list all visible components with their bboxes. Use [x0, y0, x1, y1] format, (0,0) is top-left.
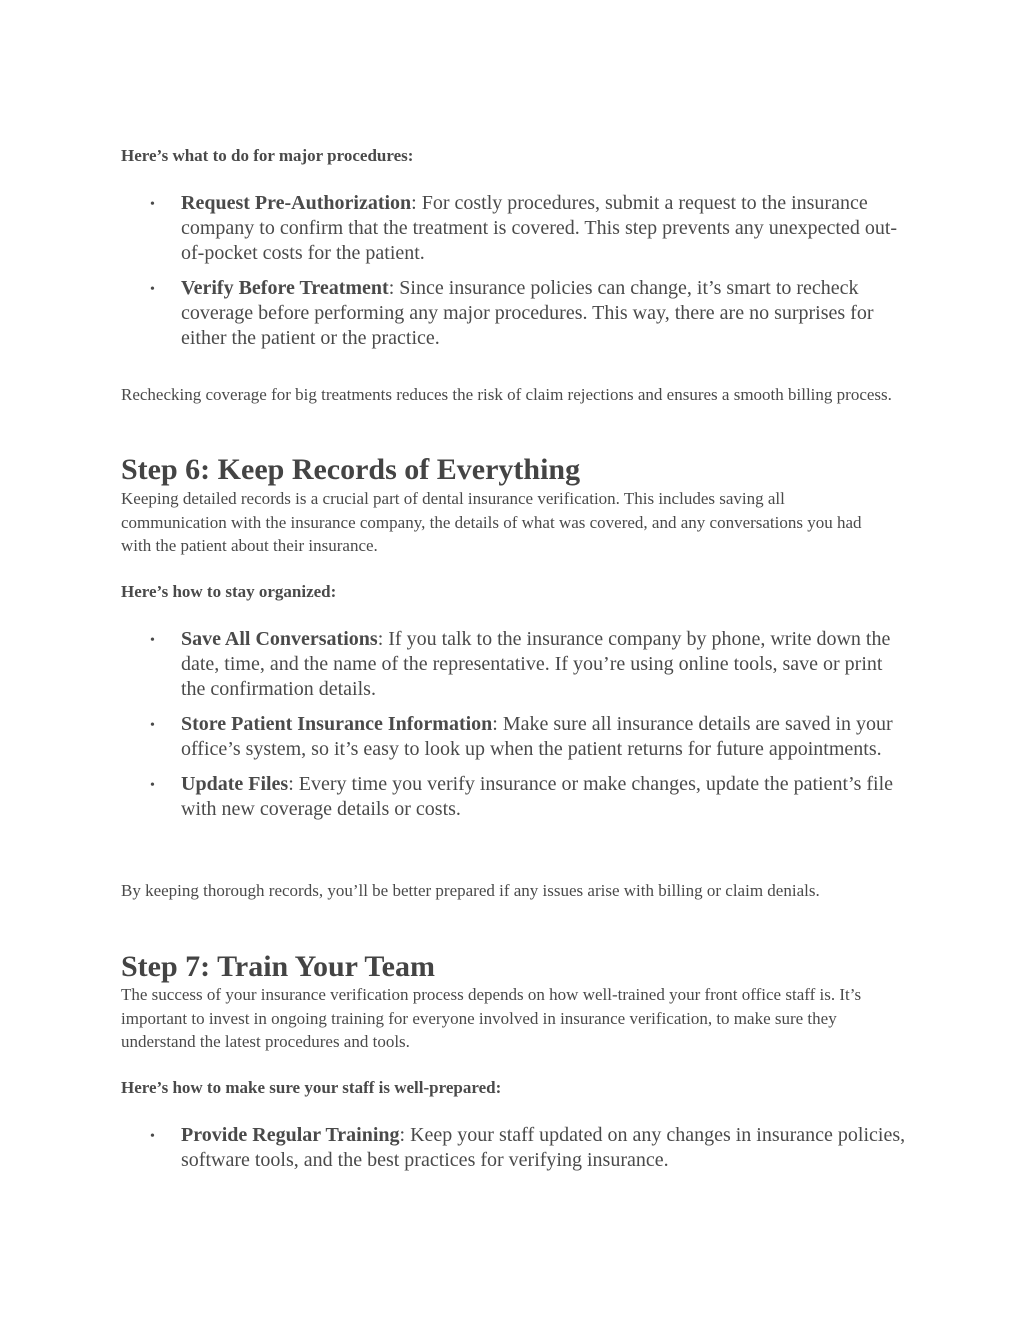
step7-heading: Step 7: Train Your Team	[121, 950, 435, 983]
bullet-icon: •	[150, 718, 155, 733]
list-item-text: : Since insurance policies can change, it’s smart to recheck coverage before performing any major procedures. This way, there are no surprises for either the patient or the practice.	[181, 277, 874, 349]
list-item-term: Provide Regular Training	[181, 1124, 400, 1146]
list-item-term: Request Pre-Authorization	[181, 192, 412, 214]
step6-intro: Keeping detailed records is a crucial part of dental insurance verification. This includes saving all communication with the insurance company, the details of what was covered, and any conversations you had with the patient about their insurance.	[121, 489, 862, 555]
bullet-icon: •	[150, 282, 155, 297]
bullet-icon: •	[150, 633, 155, 648]
list-item	[121, 191, 911, 266]
list-item	[121, 627, 911, 702]
list-item-text: : Keep your staff updated on any changes in insurance policies, software tools, and the best practices for verifying insurance.	[181, 1124, 906, 1171]
list-item	[121, 276, 911, 351]
step6-heading: Step 6: Keep Records of Everything	[121, 453, 581, 486]
list-item-text: : For costly procedures, submit a request to the insurance company to confirm that the treatment is covered. This step prevents any unexpected out-of-pocket costs for the patient.	[181, 192, 898, 264]
bullet-icon: •	[150, 778, 155, 793]
bullet-icon: •	[150, 1129, 155, 1144]
major-procedures-closing: Rechecking coverage for big treatments reduces the risk of claim rejections and ensures a smooth billing process.	[121, 385, 892, 404]
step6-lead: Here’s how to stay organized:	[121, 582, 337, 601]
list-item	[121, 772, 911, 822]
step7-intro: The success of your insurance verification process depends on how well-trained your front office staff is. It’s important to invest in ongoing training for everyone involved in insurance verification, to make sure they understand the latest procedures and tools.	[121, 985, 862, 1051]
list-item-term: Store Patient Insurance Information	[181, 713, 493, 735]
step7-list	[121, 1123, 911, 1183]
list-item	[121, 712, 911, 762]
list-item-text: : If you talk to the insurance company by phone, write down the date, time, and the name of the representative. If you’re using online tools, save or print the confirmation details.	[181, 628, 891, 700]
list-item	[121, 1123, 911, 1173]
list-item-term: Update Files	[181, 773, 289, 795]
step6-closing: By keeping thorough records, you’ll be better prepared if any issues arise with billing or claim denials.	[121, 881, 820, 900]
bullet-icon: •	[150, 197, 155, 212]
list-item-term: Verify Before Treatment	[181, 277, 389, 299]
step6-list	[121, 627, 911, 832]
major-procedures-list	[121, 191, 911, 361]
major-procedures-lead: Here’s what to do for major procedures:	[121, 146, 414, 165]
list-item-term: Save All Conversations	[181, 628, 378, 650]
step7-lead: Here’s how to make sure your staff is well-prepared:	[121, 1078, 502, 1097]
list-item-text: : Every time you verify insurance or make changes, update the patient’s file with new coverage details or costs.	[181, 773, 894, 820]
list-item-text: : Make sure all insurance details are saved in your office’s system, so it’s easy to look up when the patient returns for future appointments.	[181, 713, 893, 760]
